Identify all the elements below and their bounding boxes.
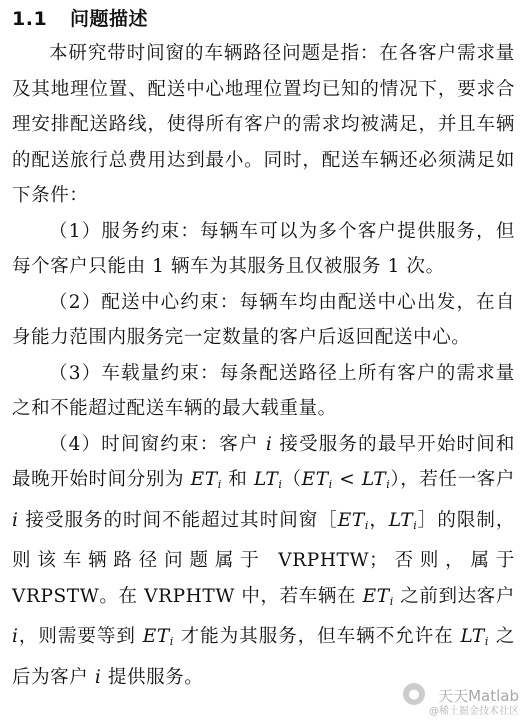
paragraph-service-constraint: （1）服务约束：每辆车可以为多个客户提供服务，但每个客户只能由 1 辆车为其服务且仅被服务 1 次。: [12, 220, 515, 277]
text-span: （: [282, 469, 302, 490]
subscript-i: i: [386, 478, 391, 491]
var-et: [338, 510, 369, 531]
watermark: [403, 683, 519, 719]
text-span: 才能为其服务，但车辆不允许在: [173, 626, 461, 647]
var-i: i: [12, 626, 19, 647]
var-lt: [389, 510, 417, 531]
subscript-i: i: [413, 518, 418, 532]
subscript-i: i: [169, 635, 174, 648]
text-span: 接受服务的时间不能超过其时间窗［: [18, 509, 338, 531]
text-span: ，: [368, 509, 389, 531]
text-span: 之后为客户: [12, 626, 515, 688]
var-et: [143, 626, 174, 647]
symbol-et: ET: [190, 469, 218, 490]
subscript-i: i: [389, 594, 394, 608]
text-span: 之前到达客户: [393, 585, 515, 607]
text-span: 和: [221, 469, 254, 490]
symbol-et: ET: [362, 585, 390, 607]
var-i: i: [94, 666, 102, 688]
var-et: [363, 586, 394, 607]
paragraph-depot-constraint: （2）配送中心约束：每辆车均由配送中心出发，在自身能力范围内服务完一定数量的客户后返回配送中心。: [12, 291, 515, 348]
section-heading: [12, 6, 515, 32]
symbol-et: ET: [142, 626, 170, 647]
symbol-et: ET: [301, 469, 329, 490]
text-span: ］的限制，则该车辆路径问题属于 VRPHTW；否则，属于 VRPSTW。在 VRPHTW 中，若车辆在: [12, 509, 515, 607]
symbol-et: ET: [337, 509, 365, 531]
subscript-i: i: [328, 478, 333, 491]
text-span: 接受服务的最早开始时间和最晚开始时间分别为: [12, 433, 516, 490]
paragraph-intro: 本研究带时间窗的车辆路径问题是指：在各客户需求量及其地理位置、配送中心地理位置均已知的情况下，要求合理安排配送路线，使得所有客户的需求均被满足，并且车辆的配送旅行总费用达到最小。同时，配送车辆还必须满足如下条件：: [12, 43, 515, 206]
var-i: i: [265, 433, 273, 455]
symbol-lt: LT: [361, 469, 387, 490]
text-span: 提供服务。: [101, 666, 204, 688]
wechat-icon: ●: [403, 683, 425, 705]
text-span: ，则需要等到: [18, 626, 143, 647]
watermark-sub: @稀土掘金技术社区: [429, 706, 519, 717]
subscript-i: i: [484, 635, 489, 648]
var-lt: [254, 469, 282, 490]
subscript-i: i: [278, 478, 283, 491]
symbol-lt: LT: [388, 509, 414, 531]
symbol-lt: LT: [460, 626, 485, 647]
paragraph-time-window-constraint: [12, 427, 515, 696]
var-lt: [461, 626, 489, 647]
watermark-text: [429, 687, 519, 719]
watermark-main: 天天Matlab: [438, 687, 519, 705]
var-et: [302, 469, 333, 490]
subscript-i: i: [217, 478, 222, 491]
var-lt: [362, 469, 390, 490]
text-span: （4）时间窗约束：客户: [49, 433, 266, 455]
symbol-lt: LT: [254, 469, 279, 490]
text-span: <: [332, 469, 362, 490]
text-span: ），若任一客户: [390, 469, 516, 490]
section-title: 问题描述: [70, 8, 149, 30]
paragraph-capacity-constraint: （3）车载量约束：每条配送路径上所有客户的需求量之和不能超过配送车辆的最大载重量。: [12, 362, 515, 419]
var-i: i: [12, 509, 19, 531]
subscript-i: i: [364, 518, 369, 532]
var-et: [191, 469, 222, 490]
section-number: 1.1: [12, 8, 48, 30]
